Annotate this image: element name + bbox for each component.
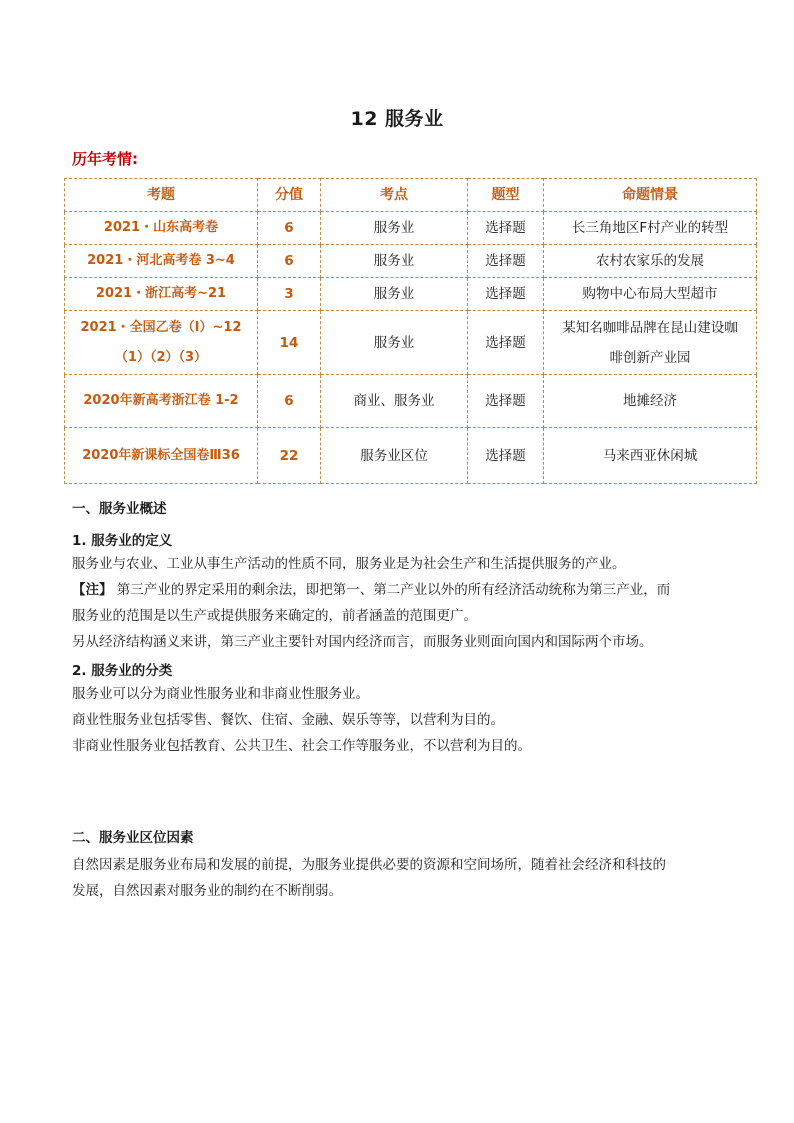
header-type: 题型 bbox=[468, 179, 544, 212]
paragraph-natural-factors: 自然因素是服务业布局和发展的前提，为服务业提供必要的资源和空间场所，随着社会经济和科技的 bbox=[72, 857, 666, 873]
paragraph-natural-factors-cont: 发展，自然因素对服务业的制约在不断削弱。 bbox=[72, 883, 342, 899]
note-line1: 第三产业的界定采用的剩余法，即把第一、第二产业以外的所有经济活动统称为第三产业，而 bbox=[116, 582, 671, 598]
paragraph-classes: 服务业可以分为商业性服务业和非商业性服务业。 bbox=[72, 686, 369, 702]
subheading-definition: 1. 服务业的定义 bbox=[72, 533, 173, 549]
cell-context: 长三角地区F村产业的转型 bbox=[544, 212, 757, 245]
cell-type: 选择题 bbox=[468, 278, 544, 311]
cell-exam: 2021・浙江高考~21 bbox=[65, 278, 258, 311]
cell-exam: 2020年新高考浙江卷 1-2 bbox=[65, 375, 258, 428]
cell-exam-line1: 2021・全国乙卷（Ⅰ）~12 bbox=[80, 319, 242, 335]
exam-history-table bbox=[64, 178, 757, 484]
cell-context: 农村农家乐的发展 bbox=[544, 245, 757, 278]
cell-topic: 服务业区位 bbox=[321, 428, 468, 484]
cell-context-line1: 某知名咖啡品牌在昆山建设咖 bbox=[562, 319, 738, 336]
history-label: 历年考情: bbox=[72, 150, 138, 168]
cell-context: 购物中心布局大型超市 bbox=[544, 278, 757, 311]
paragraph-note bbox=[72, 577, 728, 603]
cell-topic: 服务业 bbox=[321, 245, 468, 278]
table-row bbox=[65, 375, 757, 428]
paragraph-definition: 服务业与农业、工业从事生产活动的性质不同，服务业是为社会生产和生活提供服务的产业。 bbox=[72, 556, 626, 572]
section-heading-location: 二、服务业区位因素 bbox=[72, 830, 194, 846]
cell-type: 选择题 bbox=[468, 428, 544, 484]
cell-score: 6 bbox=[258, 212, 321, 245]
header-exam: 考题 bbox=[65, 179, 258, 212]
cell-type: 选择题 bbox=[468, 212, 544, 245]
cell-score: 6 bbox=[258, 245, 321, 278]
section-heading-overview: 一、服务业概述 bbox=[72, 501, 167, 517]
cell-context bbox=[544, 311, 757, 375]
cell-type: 选择题 bbox=[468, 311, 544, 375]
table-row bbox=[65, 428, 757, 484]
cell-exam: 2021・山东高考卷 bbox=[65, 212, 258, 245]
table-row bbox=[65, 245, 757, 278]
cell-topic: 服务业 bbox=[321, 212, 468, 245]
cell-context: 地摊经济 bbox=[544, 375, 757, 428]
cell-topic: 商业、服务业 bbox=[321, 375, 468, 428]
cell-exam: 2020年新课标全国卷Ⅲ36 bbox=[65, 428, 258, 484]
cell-score: 3 bbox=[258, 278, 321, 311]
cell-score: 14 bbox=[258, 311, 321, 375]
paragraph-noncommercial: 非商业性服务业包括教育、公共卫生、社会工作等服务业，不以营利为目的。 bbox=[72, 738, 531, 754]
cell-score: 22 bbox=[258, 428, 321, 484]
table-row bbox=[65, 212, 757, 245]
cell-exam bbox=[65, 311, 258, 375]
table-row bbox=[65, 311, 757, 375]
header-context: 命题情景 bbox=[544, 179, 757, 212]
table-row bbox=[65, 278, 757, 311]
paragraph-market: 另从经济结构涵义来讲，第三产业主要针对国内经济而言，而服务业则面向国内和国际两个市场。 bbox=[72, 634, 653, 650]
paragraph-commercial: 商业性服务业包括零售、餐饮、住宿、金融、娱乐等等，以营利为目的。 bbox=[72, 712, 504, 728]
cell-type: 选择题 bbox=[468, 245, 544, 278]
header-topic: 考点 bbox=[321, 179, 468, 212]
table-header-row bbox=[65, 179, 757, 212]
cell-type: 选择题 bbox=[468, 375, 544, 428]
cell-exam: 2021・河北高考卷 3~4 bbox=[65, 245, 258, 278]
cell-topic: 服务业 bbox=[321, 278, 468, 311]
cell-exam-line2: （1）（2）（3） bbox=[114, 349, 208, 365]
subheading-classification: 2. 服务业的分类 bbox=[72, 663, 173, 679]
page-title: 12 服务业 bbox=[350, 108, 444, 130]
cell-topic: 服务业 bbox=[321, 311, 468, 375]
note-tag: 【注】 bbox=[72, 582, 113, 598]
cell-context: 马来西亚休闲城 bbox=[544, 428, 757, 484]
paragraph-note-cont: 服务业的范围是以生产或提供服务来确定的，前者涵盖的范围更广。 bbox=[72, 608, 477, 624]
header-score: 分值 bbox=[258, 179, 321, 212]
cell-score: 6 bbox=[258, 375, 321, 428]
cell-context-line2: 啡创新产业园 bbox=[609, 349, 691, 366]
